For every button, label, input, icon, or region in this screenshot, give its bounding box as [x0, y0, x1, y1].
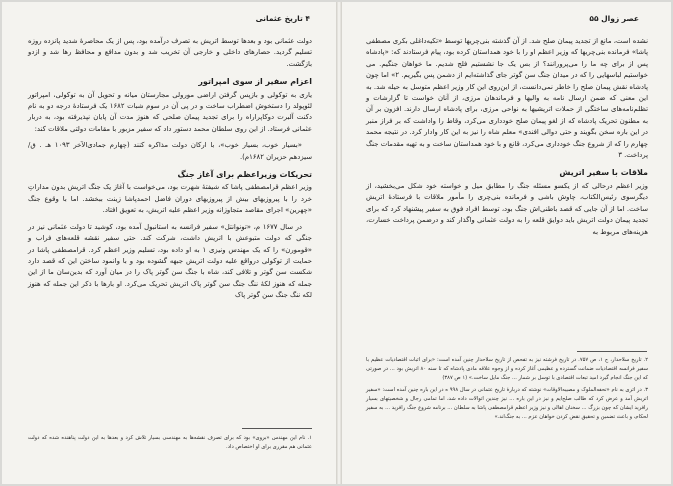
- left-page: [2, 2, 336, 484]
- left-body: [28, 36, 312, 307]
- book-spread: [2, 2, 671, 484]
- left-paragraph-4: در سال ۱۶۷۷ م، «تونوانتل» سفیر فرانسه به استانبول آمده بود، کوشید تا دولت عثمانی نیز در جنگی که دولت متبوعش با اتریش داشت، شرکت کند. حتی سفیر نقشه قلعه‌های فراب و «قومورن» را که یک مهندس ونیزی ۱ به او داده بود، تسلیم وزیر اعظم کرد. قرامصطفی پاشا در حمایت از توکولی درواقع علیه دولت اتریش جبهه گشوده بود و با وانمود ساختن این که قصد دارد شکست سن گوتر و تلافی کند، شاه با جنگ سن گوتر پاک را در میان آورد که بدین‌سان ما از این جمله که هنوز لکهٔ ننگ جنگ سن گوتر پاک اتریش تحریک می‌کرد. او بارها با ذکر این جمله که هنوز لکه ننگ جنگ سن گوتر پاک: [28, 222, 312, 300]
- right-body: [366, 36, 648, 243]
- running-head-right: عصر زوال ۵۵: [589, 14, 639, 23]
- right-page: [342, 2, 671, 484]
- left-paragraph-2: یاری به توکولی و بازپس گرفتن اراضی مورولی مجارستان میانه و تحویل آن به توکولی، امپراتور لئوپولد را دستخوش اضطراب ساخت و در پی آن در سوم شبات ۱۶۸۲ یک فرستادهٔ درجه دو به نام دکنت آلبرت دوکاپراراه را برای تجدید پیمان صلحی که هنوز مدت آن پایان نپذیرفته بود، به دربار عثمانی فرستاد. از این روی سلطان محمد دستور داد که سفیر مزبور با مقامات دولتی ملاقات کند:: [28, 90, 312, 133]
- right-paragraph-1: نشده است، مانع از تجدید پیمان صلح شد. از آن گذشته بنی‌چریها توسط «تکیه‌داغلی بکری مصطفی پاشا» فرمانده بنی‌چریها که وزیر اعظم او را با خود همداستان کرده بود، پیام فرستادند که: «پادشاه پس از برای چه ما را می‌پرورانند؟ از بس یک جا نشستیم فلج شدیم. ما خواهان جنگیم. می خواستیم لباسهایی را که در میدان جنگ سن گوتر جای گذاشته‌ایم از دشمن پس بگیریم. ۲» اما چون پادشاه نقش پیمان صلح را خاطر نمی‌دانست، از این‌روی این کار وزیر اعظم متوسل به حیله شد. به این معنی که ضمن ارسال نامه به والیها و فرماندهان مرزی، از آنان خواست تا گزارشات و تظلم‌نامه‌های ساختگی از حملات اتریشیها به نواحی مرزی، برای پادشاه ارسال دارند. افزون بر آن به مطنون تحریک پادشاه که از لغو پیمان صلح خودداری می‌کرد، وقاط را واداشت که بر فراز منبر در این باره سخن بگویند و حتی دوالی افندی» معلم شاه را نیز به این کار وادار کرد. در نتیجه محمد چهارم را که از شروع جنگ خودداری می‌کرد، قانع و با خود همداستان ساخت و به تهیه مقدمات جنگ پرداخت. ۳: [366, 37, 648, 160]
- left-paragraph-3: وزیر اعظم قرامصطفی پاشا که شیفتهٔ شهرت بود، می‌خواست با آغاز یک جنگ اتریش بدون مداراتِ خرد را با پیروزیهای بیش از پیروزیهای دوران فاضل احمدپاشا زینت ببخشد. اما با وقوع جنگ «چهرین» اجرای مقاصد متجاوزانه وزیر اعظم علیه اتریش، به تعویق افتاد.: [28, 183, 312, 215]
- left-paragraph-1: دولت عثمانی بود و بعدها توسط اتریش به تصرف درآمده بود، پس از یک محاصرهٔ شدید پانزده روزه تسلیم گردید. حصارهای داخلی و خارجی آن تخریب شد و بدون مدافع و محافظ رها شد و ازدو بازگشت.: [28, 37, 312, 68]
- footnote-2: ۲. تاریخ سلاحدار، ج ۱، ص ۷۵۷. در تاریخ فرشته نیز به تفحص از تاریخ سلاحدار چنین آمده است: «برای اثبات اقتصادیات عظیم با سفیر فرانسه اقتصادیات ضمانت گسترده و عظیمی آغاز کرده و از وجوه علاقه مادی پادشاه که تا سنه ۸۰ اتریش بود ... در صورتی که این جنگ انجام گیرد امید تبعات اقتصادی با توسل بر شمار ... جنگ مایل ساخت.» (۱ ص ۳۸۷): [366, 357, 649, 381]
- right-footnote-rule: [577, 351, 647, 352]
- left-footnotes: [28, 434, 312, 455]
- running-head-left: ۴ تاریخ عثمانی: [255, 14, 310, 23]
- left-heading-provocation: تحریکات وزیراعظم برای آغاز جنگ: [177, 170, 312, 180]
- right-footnotes: [366, 356, 648, 425]
- left-footnote-rule: [242, 428, 312, 429]
- right-heading-meeting: ملاقات با سفیر اتریش: [559, 168, 648, 178]
- left-quote: «بسیار خوب، بسیار خوب»، با ارکان دولت مذاکره کنند (چهارم جمادی‌الآخر ۱۰۹۳ هـ . ق/ سیزدهم حزیران ۱۶۸۲م).: [28, 141, 312, 161]
- left-heading-ambassador: اعزام سفیر از سوی امپراتور: [198, 77, 312, 87]
- footnote-1: ۱. نام این مهندس «بروی» بود که برای تصرف نقشه‌ها به مهندسی بسیار تلاش کرد و بعدها به این دولت پناهنده شده که دولت عثمانی هم مقرری برای او اختصاص داد.: [28, 435, 312, 450]
- footnote-3: ۳. در اثری به نام «تحفه‌الملوک و مصیبه‌الاوقات» نوشته که دربارهٔ تاریخ عثمانی در سال ۹۹۸ ه در این باره چنین آمده است: «سفیر اتریش آمد و عرض کرد که طالب صلح‌ایم و نیز در این باره ... نیز چندین اتوالات داده شد، اما تمامی رجال و شخصیتهای بسیار رافرید ایشان که چون بزرگ ... سخنان اهالی و نیز وزیر اعظم قرامصطفی پاشا به سلطان ... برنامه شروع جنگ رافرید ... به سفیر لحکام، و باعث تضمین و تحقیق نقض کردن خواهان عزم ... به جنگ‌اند.»: [366, 387, 648, 420]
- right-paragraph-2: وزیر اعظم درحالی که از یکسو مسئله جنگ را مطابق میل و خواسته خود شکل می‌بخشید، از دیگرسوی رئیس‌الکتاب، چاوش باشی و فرمانده بنی‌چری را مأمور ملاقات با فرستادهٔ اتریش ساخت. اما از آن جایی که قصد باطنی‌اش جنگ بود، توسط افراد فوق به سفیر پیشنهاد کرد که برای تجدید پیمان دولت اتریش باید دوایق قلعه را به دولت عثمانی واگذار کند و درضمن پرداخت خسارت، هزینه‌های مربوط به: [366, 181, 648, 236]
